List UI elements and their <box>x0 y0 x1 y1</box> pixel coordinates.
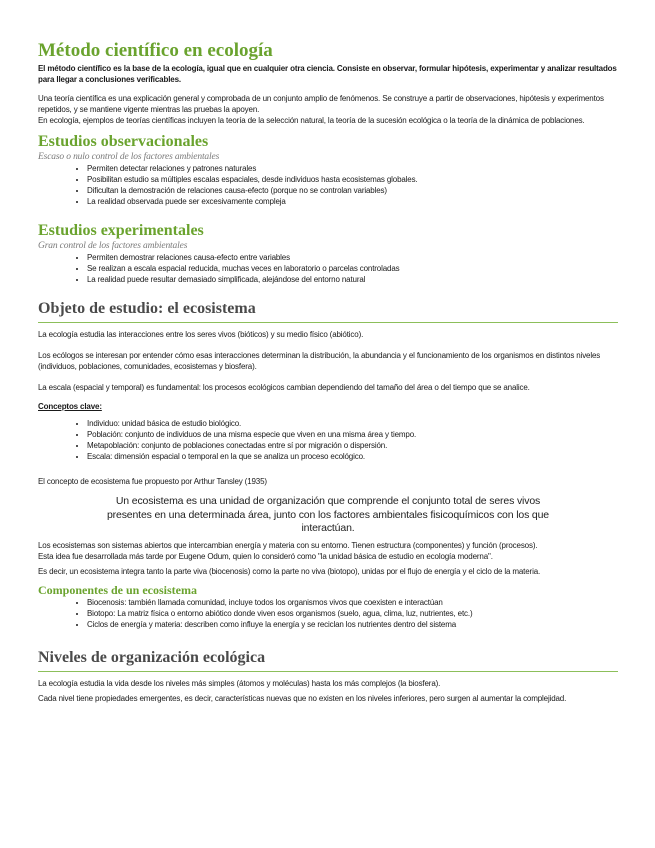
componentes-heading: Componentes de un ecosistema <box>38 582 197 597</box>
intro-paragraph: En ecología, ejemplos de teorías científicas incluyen la teoría de la selección natural, la teoría de la sucesión ecológica o la teoría de la dinámica de poblaciones. <box>38 116 585 125</box>
intro-paragraph: El método científico es la base de la ecología, igual que en cualquier otra ciencia. Consiste en observar, formular hipótesis, experimentar y analizar resultados para llegar a conclusiones verificables. <box>38 64 617 84</box>
experimentales-list <box>38 252 618 285</box>
document-page <box>38 40 618 704</box>
section-heading-niveles: Niveles de organización ecológica <box>38 648 618 672</box>
section-heading-objeto: Objeto de estudio: el ecosistema <box>38 299 618 323</box>
tansley-note: El concepto de ecosistema fue propuesto por Arthur Tansley (1935) <box>38 477 267 486</box>
list-item: • Biocenosis: también llamada comunidad, incluye todos los organismos vivos que coexisten e interactúan <box>87 597 618 608</box>
paragraph: La escala (espacial y temporal) es fundamental: los procesos ecológicos cambian dependiendo del tamaño del área o del tiempo que se analice. <box>38 383 530 392</box>
ecosystem-definition-quote: Un ecosistema es una unidad de organización que comprende el conjunto total de seres vivos presentes en una determinada área, junto con los factores ambientales fisicoquímicos con los que interactúan. <box>106 495 550 534</box>
paragraph: Los ecosistemas son sistemas abiertos que intercambian energía y materia con su entorno. Tienen estructura (componentes) y función (procesos). <box>38 540 538 550</box>
paragraph: Los ecólogos se interesan por entender cómo esas interacciones determinan la distribución, la abundancia y el funcionamiento de los organismos en distintos niveles (individuos, poblaciones, comunidades, ecosistemas y biosfera). <box>38 351 601 371</box>
list-item: • Se realizan a escala espacial reducida, muchas veces en laboratorio o parcelas controladas <box>87 263 618 274</box>
paragraph: Es decir, un ecosistema integra tanto la parte viva (biocenosis) como la parte no viva (biotopo), unidas por el flujo de energía y el ciclo de la materia. <box>38 566 541 576</box>
intro-paragraph: Una teoría científica es una explicación general y comprobada de un conjunto amplio de fenómenos. Se construye a partir de observaciones, hipótesis y experimentos repetidos, y se mantiene vigente mientras las pruebas la apoyen. <box>38 94 604 114</box>
conceptos-clave-label: Conceptos clave: <box>38 402 102 411</box>
observacionales-list <box>38 163 618 207</box>
list-item: • Dificultan la demostración de relaciones causa-efecto (porque no se controlan variables) <box>87 185 618 196</box>
paragraph: Cada nivel tiene propiedades emergentes, es decir, características nuevas que no existen en los niveles inferiores, pero surgen al aumentar la complejidad. <box>38 693 567 703</box>
page-title: Método científico en ecología <box>38 40 273 61</box>
paragraph: Esta idea fue desarrollada más tarde por Eugene Odum, quien lo consideró como "la unidad básica de estudio en ecología moderna". <box>38 551 493 561</box>
paragraph: La ecología estudia la vida desde los niveles más simples (átomos y moléculas) hasta los más complejos (la biosfera). <box>38 678 441 688</box>
list-item: • Ciclos de energía y materia: describen como influye la energía y se reciclan los nutrientes dentro del sistema <box>87 619 618 630</box>
section-heading-experimentales: Estudios experimentales <box>38 222 204 239</box>
list-item: • Población: conjunto de individuos de una misma especie que viven en una misma área y tiempo. <box>87 429 618 440</box>
componentes-list <box>38 597 618 630</box>
paragraph: La ecología estudia las interacciones entre los seres vivos (bióticos) y su medio físico (abiótico). <box>38 330 364 339</box>
list-item: • Permiten demostrar relaciones causa-efecto entre variables <box>87 252 618 263</box>
list-item: • Biotopo: La matriz física o entorno abiótico donde viven esos organismos (suelo, agua, clima, luz, nutrientes, etc.) <box>87 608 618 619</box>
section-subtitle: Escaso o nulo control de los factores ambientales <box>38 152 220 162</box>
list-item: • Metapoblación: conjunto de poblaciones conectadas entre sí por migración o dispersión. <box>87 440 618 451</box>
list-item: • Posibilitan estudio sa múltiples escalas espaciales, desde individuos hasta ecosistemas globales. <box>87 174 618 185</box>
list-item: • Escala: dimensión espacial o temporal en la que se analiza un proceso ecológico. <box>87 451 618 462</box>
list-item: • Permiten detectar relaciones y patrones naturales <box>87 163 618 174</box>
list-item: • La realidad observada puede ser excesivamente compleja <box>87 196 618 207</box>
conceptos-list <box>38 418 618 462</box>
section-heading-observacionales: Estudios observacionales <box>38 133 209 150</box>
list-item: • Individuo: unidad básica de estudio biológico. <box>87 418 618 429</box>
section-subtitle: Gran control de los factores ambientales <box>38 241 188 251</box>
list-item: • La realidad puede resultar demasiado simplificada, alejándose del entorno natural <box>87 274 618 285</box>
